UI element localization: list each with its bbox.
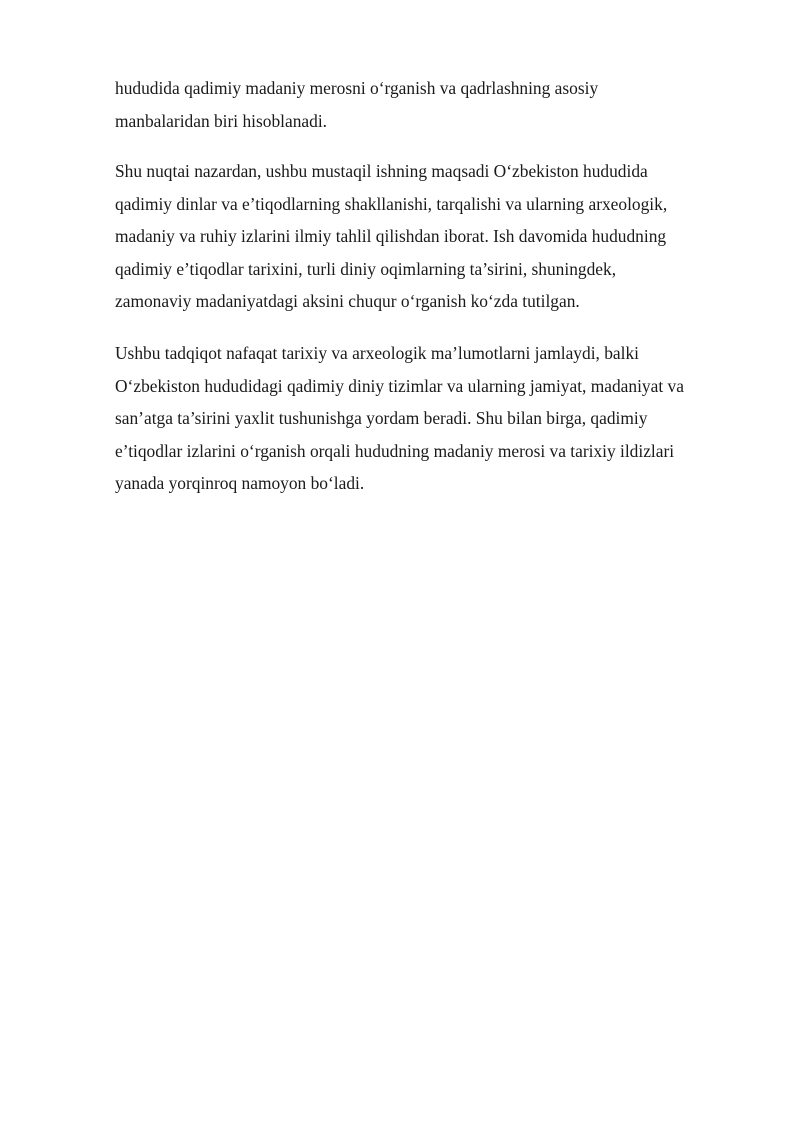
- text-line: e’tiqodlar izlarini o‘rganish orqali hududning madaniy merosi va tarixiy ildizlari: [115, 440, 675, 461]
- text-line: hududida qadimiy madaniy merosni o‘rganish va qadrlashning asosiy: [115, 78, 599, 98]
- text-line: Shu nuqtai nazardan, ushbu mustaqil ishning maqsadi O‘zbekiston hududida: [115, 161, 648, 181]
- text-line: qadimiy e’tiqodlar tarixini, turli diniy oqimlarning ta’sirini, shuningdek,: [115, 258, 617, 279]
- text-line: O‘zbekiston hududidagi qadimiy diniy tizimlar va ularning jamiyat, madaniyat va: [115, 375, 684, 396]
- text-line: san’atga ta’sirini yaxlit tushunishga yordam beradi. Shu bilan birga, qadimiy: [115, 408, 648, 428]
- text-line: yanada yorqinroq namoyon bo‘ladi.: [115, 473, 365, 493]
- text-line: madaniy va ruhiy izlarini ilmiy tahlil qilishdan iborat. Ish davomida hududning: [115, 226, 667, 246]
- text-line: manbalaridan biri hisoblanadi.: [115, 110, 328, 131]
- paragraph-purpose: [115, 155, 740, 318]
- text-line: qadimiy dinlar va e’tiqodlarning shakllanishi, tarqalishi va ularning arxeologik,: [115, 193, 668, 214]
- paragraph-continuation: [115, 72, 740, 137]
- paragraph-significance: [115, 337, 740, 500]
- text-line: Ushbu tadqiqot nafaqat tarixiy va arxeologik ma’lumotlarni jamlaydi, balki: [115, 343, 639, 363]
- text-line: zamonaviy madaniyatdagi aksini chuqur o‘rganish ko‘zda tutilgan.: [115, 291, 580, 311]
